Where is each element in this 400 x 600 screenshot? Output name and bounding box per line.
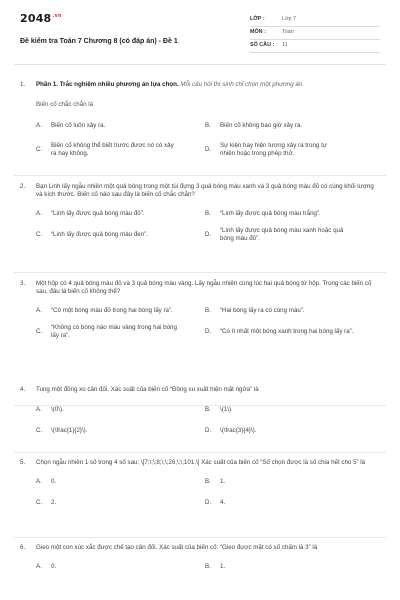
option-d[interactable] [205, 227, 374, 244]
option-c[interactable] [36, 499, 205, 507]
document-title: Đề kiểm tra Toán 7 Chương 8 (có đáp án) - Đề 1 [20, 37, 178, 45]
option-text: \(0\). [51, 406, 64, 414]
question-4 [20, 386, 374, 435]
options [36, 406, 374, 435]
question-number: 6. [20, 544, 26, 551]
option-letter: B. [205, 306, 211, 314]
option-text: “Linh lấy được quả bóng màu xanh hoặc quả bóng màu đỏ”. [220, 227, 344, 243]
option-letter: B. [205, 209, 211, 217]
option-letter: D. [205, 426, 212, 434]
question-number: 2. [20, 183, 26, 190]
option-text: 0. [51, 563, 57, 571]
option-text: “Linh lấy được quả bóng màu đen”. [51, 231, 148, 239]
question-1 [20, 81, 374, 159]
section-note: Mỗi câu hỏi thí sinh chỉ chọn một phương án. [180, 81, 304, 88]
logo-main: 2048 [20, 12, 52, 25]
options [36, 122, 374, 159]
options [36, 307, 374, 341]
question-5 [20, 459, 374, 507]
document-meta [250, 14, 380, 53]
option-c[interactable] [36, 142, 205, 159]
option-text: 4. [220, 498, 226, 506]
option-text: 0. [51, 478, 57, 486]
option-c[interactable] [36, 427, 205, 435]
question-number: 1. [20, 81, 26, 88]
question-2 [20, 183, 374, 244]
meta-key: LỚP : [250, 16, 265, 23]
option-letter: B. [205, 563, 211, 571]
option-text: Biến cố không thể biết trước được nó có xảy ra hay không. [51, 142, 174, 158]
option-text: “Có ít nhất một bóng xanh trong hai bóng lấy ra”. [220, 328, 354, 336]
option-letter: C. [36, 426, 43, 434]
option-letter: C. [36, 146, 43, 154]
question-3 [20, 280, 374, 341]
option-text: “Hai bóng lấy ra có cùng màu”. [220, 306, 305, 314]
option-letter: A. [36, 121, 42, 129]
question-number: 5. [20, 459, 26, 466]
option-b[interactable] [205, 307, 374, 315]
option-a[interactable] [36, 307, 205, 315]
options [36, 563, 374, 571]
option-letter: D. [205, 146, 212, 154]
option-letter: D. [205, 328, 212, 336]
option-a[interactable] [36, 406, 205, 414]
option-letter: A. [36, 478, 42, 486]
option-text: “Linh lấy được quả bóng màu đỏ”. [51, 209, 145, 217]
header-divider [14, 64, 386, 65]
question-text: Biến cố chắc chắn là [36, 101, 94, 109]
options [36, 210, 374, 244]
option-text: \(\frac{1}{2}\). [51, 426, 88, 434]
option-letter: B. [205, 406, 211, 414]
meta-row-class [250, 14, 380, 27]
option-text: “Không có bóng nào màu vàng trong hai bóng lấy ra”. [51, 324, 177, 340]
option-letter: A. [36, 306, 42, 314]
option-b[interactable] [205, 210, 374, 218]
question-number: 4. [20, 386, 26, 393]
option-a[interactable] [36, 122, 205, 130]
option-letter: B. [205, 121, 211, 129]
meta-row-subject [250, 27, 380, 40]
option-b[interactable] [205, 563, 374, 571]
question-text: Bạn Linh lấy ngẫu nhiên một quả bóng trong một túi đựng 3 quả bóng màu xanh và 3 quả bóng màu đỏ có cùng khối lượng và kích thước. Biến cố nào sau đây là biến cố chắc chắn? [36, 183, 374, 199]
option-d[interactable] [205, 328, 374, 336]
option-c[interactable] [36, 231, 205, 239]
question-6 [20, 544, 374, 572]
option-text: Biến cố không bao giờ xảy ra. [220, 121, 303, 129]
meta-value: Lớp 7 [282, 16, 297, 23]
meta-key: MÔN : [250, 29, 266, 36]
question-separator [14, 452, 386, 453]
option-letter: A. [36, 209, 42, 217]
section-title: Phần 1. Trắc nghiệm nhiều phương án lựa chọn. [36, 81, 179, 88]
meta-row-count [250, 40, 380, 53]
option-text: \(\frac{3}{4}\). [220, 426, 257, 434]
question-separator [14, 537, 386, 538]
question-text: Tung một đồng xu cân đối. Xác suất của biến cố “Đồng xu xuất hiện mặt ngửa” là [36, 386, 259, 393]
question-text: Gieo một con xúc xắc được chế tạo cân đối. Xác suất của biến cố: “Gieo được mặt có số chấm là 3” là [36, 544, 318, 551]
options [36, 478, 374, 507]
option-d[interactable] [205, 142, 374, 159]
section-heading [36, 81, 374, 89]
option-letter: A. [36, 406, 42, 414]
option-text: 1. [220, 478, 226, 486]
option-b[interactable] [205, 406, 374, 414]
logo-suffix: .vn [52, 13, 62, 20]
option-text: Biến cố luôn xảy ra. [51, 121, 106, 129]
option-text: \(1\). [220, 406, 233, 414]
option-text: Sự kiện hay hiện tượng xảy ra trong tự nhiên hoặc trong phép thử. [220, 142, 327, 158]
option-text: “Linh lấy được quả bóng màu trắng”. [220, 209, 321, 217]
option-letter: D. [205, 498, 212, 506]
option-letter: C. [36, 328, 43, 336]
question-separator [14, 175, 386, 176]
option-d[interactable] [205, 427, 374, 435]
option-text: 1. [220, 563, 226, 571]
option-letter: C. [36, 498, 43, 506]
meta-value: Toán [282, 29, 294, 36]
option-letter: D. [205, 231, 212, 239]
option-a[interactable] [36, 478, 205, 486]
page-header [0, 0, 400, 64]
option-letter: A. [36, 563, 42, 571]
option-text: 2. [51, 498, 57, 506]
question-text: Chọn ngẫu nhiên 1 số trong 4 số sau: \[7;\;\;8;\;\;26;\;\;101.\] Xác suất của biến cố “Số chọn được là số chia hết cho 5” là [36, 459, 366, 466]
question-separator [14, 272, 386, 273]
meta-value: 11 [282, 42, 288, 49]
option-b[interactable] [205, 478, 374, 486]
option-a[interactable] [36, 563, 205, 571]
option-text: “Có một bóng màu đỏ trong hai bóng lấy ra”. [51, 306, 173, 314]
option-d[interactable] [205, 499, 374, 507]
meta-key: SỐ CÂU : [250, 42, 275, 49]
option-letter: C. [36, 231, 43, 239]
option-c[interactable] [36, 324, 205, 341]
option-a[interactable] [36, 210, 205, 218]
question-text: Một hộp có 4 quả bóng màu đỏ và 3 quả bóng màu vàng. Lấy ngẫu nhiên cùng lúc hai quả bóng từ hộp. Trong các biến cố sau, đâu là biến cố không thể? [36, 280, 372, 296]
question-number: 3. [20, 280, 26, 287]
option-letter: B. [205, 478, 211, 486]
option-b[interactable] [205, 122, 374, 130]
